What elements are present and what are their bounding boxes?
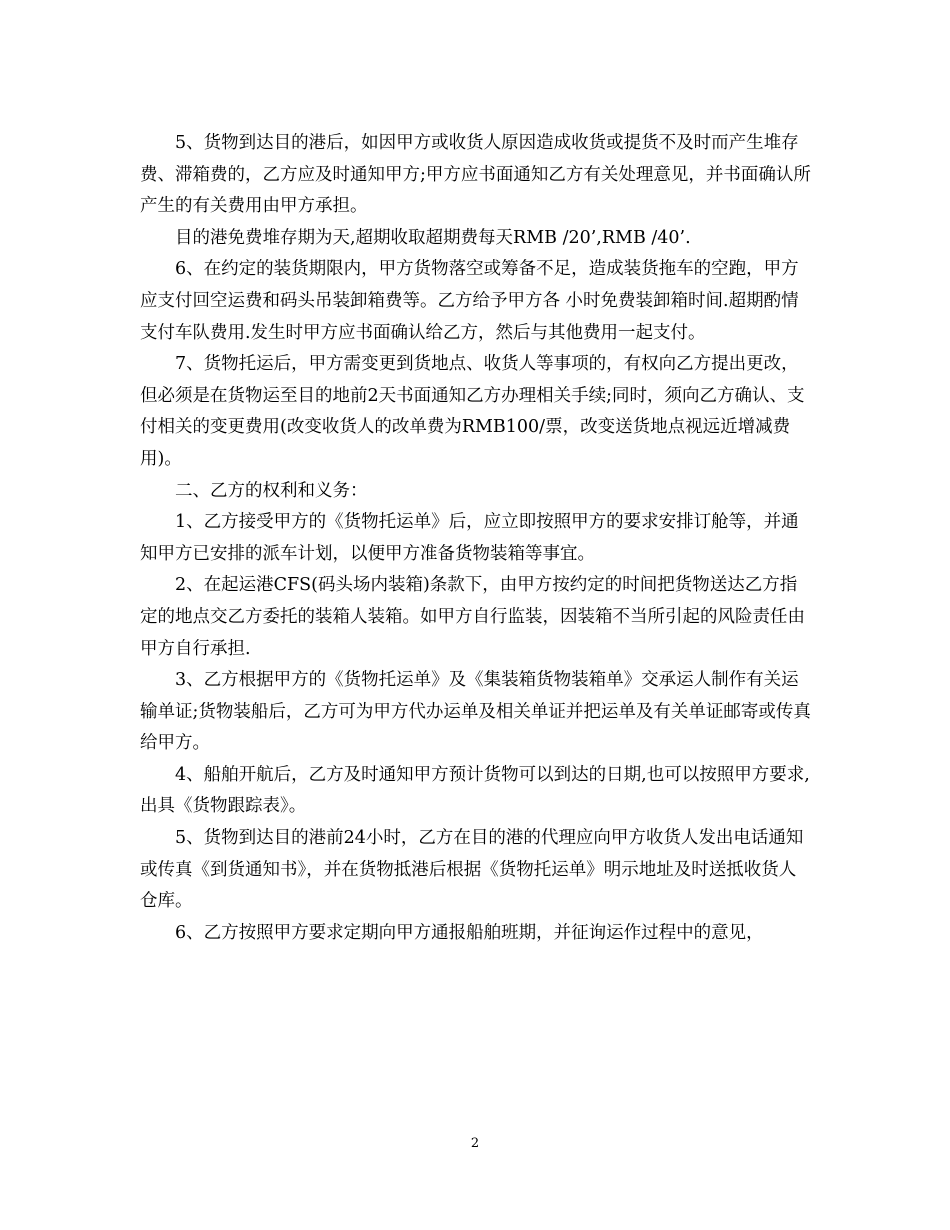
paragraph-b2-cfs-terms: 2、在起运港CFS(码头场内装箱)条款下，由甲方按约定的时间把货物送达乙方指定的地点交乙方委托的装箱人装箱。如甲方自行监装，因装箱不当所引起的风险责任由甲方自行承担. (140, 575, 805, 659)
paragraph-b1-booking: 1、乙方接受甲方的《货物托运单》后，应立即按照甲方的要求安排订舱等，并通知甲方已安排的派车计划，以便甲方准备货物装箱等事宜。 (140, 512, 799, 564)
paragraph-5-storage-fees: 5、货物到达目的港后，如因甲方或收货人原因造成收货或提货不及时而产生堆存费、滞箱费的，乙方应及时通知甲方;甲方应书面通知乙方有关处理意见，并书面确认所产生的有关费用由甲方承担。 (140, 133, 811, 217)
paragraph-free-storage-period: 目的港免费堆存期为天,超期收取超期费每天RMB /20’,RMB /40’. (175, 227, 691, 248)
paragraph-6-loading-period: 6、在约定的装货期限内，甲方货物落空或筹备不足，造成装货拖车的空跑，甲方应支付回空运费和码头吊装卸箱费等。乙方给予甲方各 小时免费装卸箱时间.超期酌情支付车队费用.发生时甲方应书面确认给乙方，然后与其他费用一起支付。 (140, 259, 799, 343)
page-number: 2 (470, 1136, 480, 1151)
paragraph-7-consignment-change: 7、货物托运后，甲方需变更到货地点、收货人等事项的，有权向乙方提出更改，但必须是在货物运至目的地前2天书面通知乙方办理相关手续;同时，须向乙方确认、支付相关的变更费用(改变收货人的改单费为RMB100/票，改变送货地点视远近增减费用)。 (140, 354, 805, 469)
paragraph-b4-departure-notice: 4、船舶开航后，乙方及时通知甲方预计货物可以到达的日期,也可以按照甲方要求,出具《货物跟踪表》。 (140, 764, 810, 817)
body-text (140, 128, 812, 949)
paragraph-b3-shipping-documents: 3、乙方根据甲方的《货物托运单》及《集装箱货物装箱单》交承运人制作有关运输单证;货物装船后，乙方可为甲方代办运单及相关单证并把运单及有关单证邮寄或传真给甲方。 (140, 670, 811, 754)
paragraph-b5-arrival-notice: 5、货物到达目的港前24小时，乙方在目的港的代理应向甲方收货人发出电话通知或传真《到货通知书》，并在货物抵港后根据《货物托运单》明示地址及时送抵收货人仓库。 (140, 828, 804, 912)
section-heading-party-b-rights: 二、乙方的权利和义务： (175, 480, 368, 501)
paragraph-b6-schedule-report: 6、乙方按照甲方要求定期向甲方通报船舶班期，并征询运作过程中的意见， (175, 922, 764, 943)
